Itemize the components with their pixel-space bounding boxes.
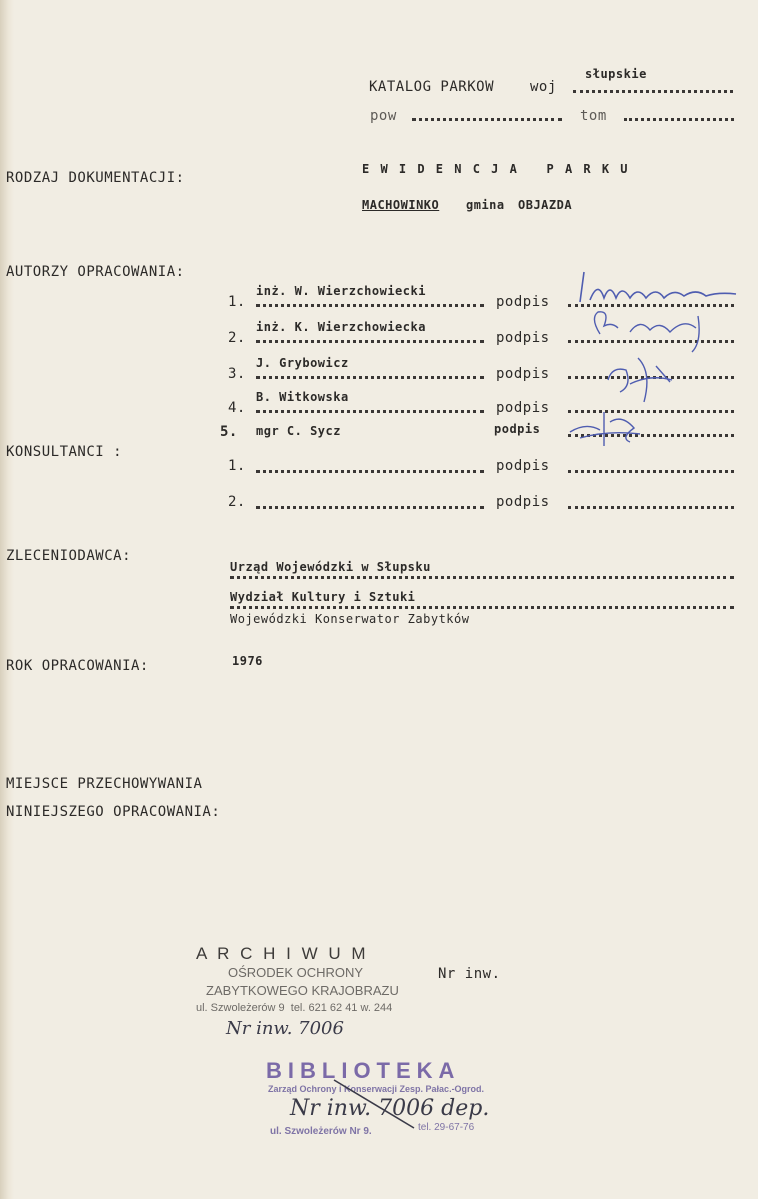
miejsce-label-line-2: NINIEJSZEGO OPRACOWANIA: [6,804,221,820]
author-3-podpis: podpis [496,366,550,382]
konsultanci-label: KONSULTANCI : [6,444,123,460]
archiwum-stamp-line-3: ul. Szwoleżerów 9 tel. 621 62 41 w. 244 [196,1002,393,1014]
biblioteka-stamp-line-2: ul. Szwoleżerów Nr 9. [270,1126,372,1137]
author-2-podpis: podpis [496,330,550,346]
author-4-name: B. Witkowska [256,390,349,404]
autorzy-label: AUTORZY OPRACOWANIA: [6,264,185,280]
zleceniodawca-line-2: Wydział Kultury i Sztuki [230,590,416,604]
konsultant-2-dots [256,506,484,509]
woj-value: słupskie [585,67,647,81]
author-5-name: mgr C. Sycz [256,424,341,438]
author-4-dots [256,410,484,413]
konsultant-1-sign-dots [568,470,734,473]
rok-label: ROK OPRACOWANIA: [6,658,149,674]
zleceniodawca-dots-2 [230,606,734,609]
woj-label: woj [530,79,557,95]
konsultant-2-podpis: podpis [496,494,550,510]
rodzaj-label: RODZAJ DOKUMENTACJI: [6,170,185,186]
gmina-label: gmina [466,198,505,212]
tom-dots [624,118,734,121]
author-signatures [560,262,745,452]
rok-value: 1976 [232,654,263,668]
biblioteka-stamp-title: BIBLIOTEKA [266,1058,461,1083]
miejsce-label-line-1: MIEJSCE PRZECHOWYWANIA [6,776,203,792]
archiwum-stamp-line-2: ZABYTKOWEGO KRAJOBRAZU [206,983,399,998]
biblioteka-handwritten-number: Nr inw. 7006 dep. [290,1096,490,1121]
ewidencja-title: E W I D E N C J A P A R K U [362,162,630,176]
zleceniodawca-dots-1 [230,576,734,579]
archiwum-stamp-title: A R C H I W U M [196,944,369,963]
author-4-num: 4. [228,400,246,416]
biblioteka-stamp-line-3: tel. 29-67-76 [418,1122,475,1133]
author-5-num: 5. [220,424,238,440]
author-4-podpis: podpis [496,400,550,416]
author-1-num: 1. [228,294,246,310]
nr-inw-label: Nr inw. [438,966,501,982]
tom-label: tom [580,108,607,124]
katalog-label: KATALOG PARKOW [369,79,495,95]
biblioteka-stamp-line-1: Zarząd Ochrony i Konserwacji Zesp. Pałac.-Ogrod. [268,1084,485,1094]
author-2-num: 2. [228,330,246,346]
zleceniodawca-line-1: Urząd Wojewódzki w Słupsku [230,560,431,574]
konsultant-1-podpis: podpis [496,458,550,474]
author-3-dots [256,376,484,379]
author-5-podpis: podpis [494,422,541,436]
author-2-dots [256,340,484,343]
author-1-dots [256,304,484,307]
konsultant-2-sign-dots [568,506,734,509]
archiwum-stamp-line-1: OŚRODEK OCHRONY [228,965,364,980]
konsultant-2-num: 2. [228,494,246,510]
pow-dots [412,118,562,121]
konsultant-1-num: 1. [228,458,246,474]
konsultant-1-dots [256,470,484,473]
author-3-num: 3. [228,366,246,382]
author-1-name: inż. W. Wierzchowiecki [256,284,426,298]
author-3-name: J. Grybowicz [256,356,349,370]
park-name: MACHOWINKO [362,198,440,212]
biblioteka-crossout-mark [330,1074,420,1134]
author-2-name: inż. K. Wierzchowiecka [256,320,426,334]
zleceniodawca-line-3: Wojewódzki Konserwator Zabytków [230,612,470,626]
woj-dots [573,90,733,93]
zleceniodawca-label: ZLECENIODAWCA: [6,548,132,564]
author-1-podpis: podpis [496,294,550,310]
archiwum-handwritten-number: Nr inw. 7006 [226,1018,344,1039]
pow-label: pow [370,108,397,124]
gmina-value: OBJAZDA [518,198,573,212]
